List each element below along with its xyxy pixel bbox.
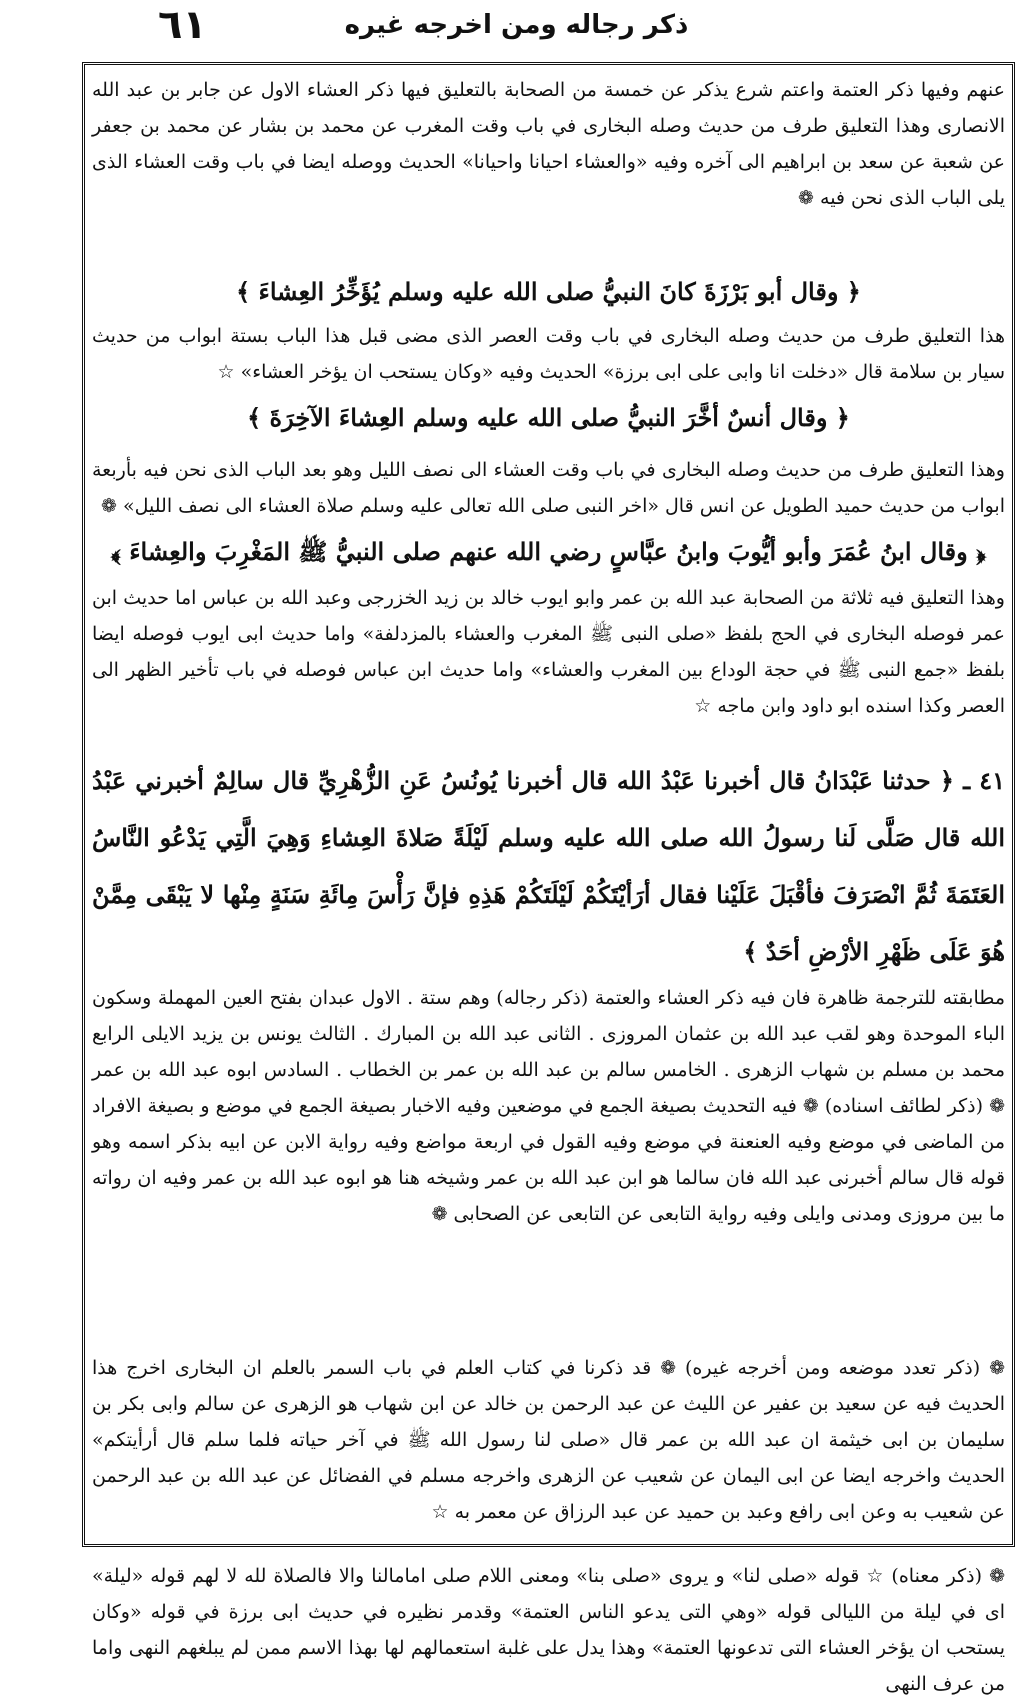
text-body [92, 72, 1005, 1695]
running-title: ذكر رجاله ومن اخرجه غيره [344, 10, 689, 40]
page-header [40, 0, 993, 52]
commentary-paragraph: عنهم وفيها ذكر العتمة واعتم شرع يذكر عن خمسة من الصحابة بالتعليق فيها ذكر العشاء الاول عن جابر بن عبد الله الانصارى وهذا التعليق طرف من حديث وصله البخارى في باب وقت المغرب عن محمد بن بشار عن محمد بن جعفر عن شعبة عن سعد بن ابراهيم الى آخره وفيه «والعشاء احيانا واحيانا» الحديث ووصله ايضا في باب وقت العشاء الذى يلى الباب الذى نحن فيه ❁ [92, 79, 1005, 209]
hadith-mualaq: ﴿ وقال ابنُ عُمَرَ وأبو أيُّوبَ وابنُ عبَّاسٍ رضي الله عنهم صلى النبيُّ ﷺ المَغْرِبَ والعِشاءَ ﴾ [111, 537, 986, 566]
commentary-paragraph: ❁ (ذكر تعدد موضعه ومن أخرجه غيره) ❁ قد ذكرنا في كتاب العلم في باب السمر بالعلم ان البخارى اخرج هذا الحديث فيه عن سعيد بن عفير عن الليث عن عبد الرحمن بن خالد عن ابن شهاب هو الزهرى عن سالم وابى بكر بن سليمان بن ابى خيثمة ان عبد الله بن عمر قال «صلى لنا رسول الله ﷺ في آخر حياته فلما سلم قال أرأيتكم» الحديث واخرجه ايضا عن ابى اليمان عن شعيب عن الزهرى واخرجه مسلم في الفضائل عن عبد الله بن عبد الرحمن عن شعيب به وعن ابى رافع وعبد بن حميد عن عبد الرزاق عن معمر به ☆ [92, 1357, 1005, 1523]
commentary-paragraph: وهذا التعليق طرف من حديث وصله البخارى في باب وقت العشاء الى نصف الليل وهو بعد الباب الذى نحن فيه بأربعة ابواب من حديث حميد الطويل عن انس قال «اخر النبى صلى الله تعالى عليه وسلم صلاة العشاء الى نصف الليل» ❁ [92, 459, 1005, 517]
hadith-mualaq: ﴿ وقال أبو بَرْزَةَ كانَ النبيُّ صلى الله عليه وسلم يُؤَخِّرُ العِشاءَ ﴾ [236, 277, 861, 306]
page-number: ٦١ [158, 2, 207, 48]
commentary-paragraph: هذا التعليق طرف من حديث وصله البخارى في باب وقت العصر الذى مضى قبل هذا الباب بستة ابواب من حديث سيار بن سلامة قال «دخلت انا وابى على ابى برزة» الحديث وفيه «وكان يستحب ان يؤخر العشاء» ☆ [92, 325, 1005, 383]
hadith-mualaq: ﴿ وقال أنسٌ أخَّرَ النبيُّ صلى الله عليه وسلم العِشاءَ الآخِرَةَ ﴾ [247, 403, 850, 432]
commentary-paragraph: ❁ (ذكر معناه) ☆ قوله «صلى لنا» و يروى «صلى بنا» ومعنى اللام صلى امامالنا والا فالصلاة لله لا لهم قوله «ليلة» اى في ليلة من الليالى قوله «وهي التى يدعو الناس العتمة» وقدمر نظيره في حديث ابى برزة في قوله «وكان يستحب ان يؤخر العشاء التى تدعونها العتمة» وهذا يدل على غلبة استعمالهم لها بهذا الاسم ممن لم يبلغهم النهى واما من عرف النهى [92, 1565, 1005, 1695]
commentary-paragraph: مطابقته للترجمة ظاهرة فان فيه ذكر العشاء والعتمة (ذكر رجاله) وهم ستة . الاول عبدان بفتح العين المهملة وسكون الباء الموحدة وهو لقب عبد الله بن عثمان المروزى . الثانى عبد الله بن المبارك . الثالث يونس بن يزيد الايلى الرابع محمد بن مسلم بن شهاب الزهرى . الخامس سالم بن عبد الله بن عمر بن الخطاب . السادس ابوه عبد الله بن عمر ❁ (ذكر لطائف اسناده) ❁ فيه التحديث بصيغة الجمع في موضعين وفيه الاخبار بصيغة الجمع في موضع و بصيغة الافراد من الماضى في موضع وفيه العنعنة في موضع وفيه القول في اربعة مواضع وفيه رواية الابن عن ابيه بذكر اسمه وهو قوله قال سالم أخبرنى عبد الله فان سالما هو ابن عبد الله بن عمر وشيخه هنا هو ابوه عبد الله بن عمر وفيه ان رواته ما بين مروزى ومدنى وايلى وفيه رواية التابعى عن التابعى عن الصحابى ❁ [92, 987, 1005, 1225]
commentary-paragraph: وهذا التعليق فيه ثلاثة من الصحابة عبد الله بن عمر وابو ايوب خالد بن زيد الخزرجى وعبد الله بن عباس اما حديث ابن عمر فوصله البخارى في الحج بلفظ «صلى النبى ﷺ المغرب والعشاء بالمزدلفة» واما حديث ابى ايوب فوصله ايضا بلفظ «جمع النبى ﷺ في حجة الوداع بين المغرب والعشاء» واما حديث ابن عباس فوصله في باب تأخير الظهر الى العصر وكذا اسنده ابو داود وابن ماجه ☆ [92, 587, 1005, 717]
main-hadith: ٤١ ـ ﴿ حدثنا عَبْدَانُ قال أخبرنا عَبْدُ الله قال أخبرنا يُونُسُ عَنِ الزُّهْرِيِّ قال سالِمٌ أخبرني عَبْدُ الله قال صَلَّى لَنا رسولُ الله صلى الله عليه وسلم لَيْلَةً صَلاةَ العِشاءِ وَهِيَ الَّتِي يَدْعُو النَّاسُ العَتَمَةَ ثُمَّ انْصَرَفَ فأقْبَلَ عَلَيْنا فقال أرَأيْتَكُمْ لَيْلَتَكُمْ هَذِهِ فإنَّ رَأْسَ مِائَةِ سَنَةٍ مِنْها لا يَبْقَى مِمَّنْ هُوَ عَلَى ظَهْرِ الأرْضِ أحَدٌ ﴾ [92, 766, 1005, 966]
